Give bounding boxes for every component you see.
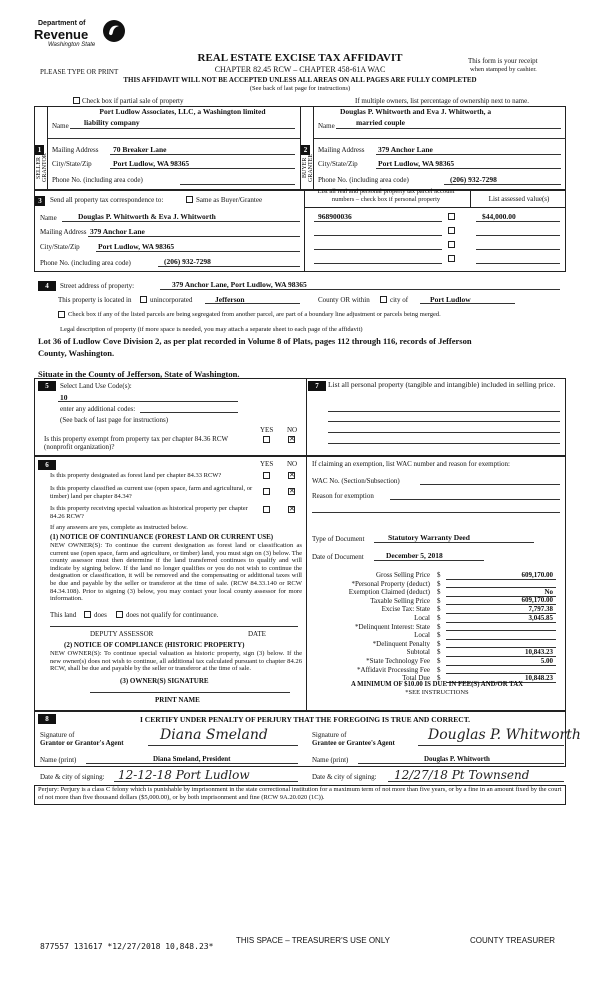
does-checkbox[interactable]: [84, 611, 91, 618]
tax-row-value[interactable]: 3,045.85: [528, 613, 553, 622]
grantor-name-label: Name (print): [40, 756, 77, 764]
tax-row-label: Excise Tax: State: [381, 605, 430, 614]
corr-name-label: Name: [40, 214, 57, 222]
land-use-code[interactable]: 10: [60, 393, 68, 402]
see-back-text: (See back of last page for instructions): [249, 85, 351, 92]
city-of-label: city of: [390, 296, 409, 304]
land-use-label: Select Land Use Code(s):: [60, 382, 132, 390]
buyer-mailing-label: Mailing Address: [318, 146, 365, 154]
tax-row-label: *State Technology Fee: [366, 657, 430, 665]
buyer-city-value[interactable]: Port Ludlow, WA 98365: [378, 159, 455, 168]
segregated-label: Check box if any of the listed parcels are being segregated from another parcel, are part of a boundary line adjustment or parcels being merged.: [68, 311, 441, 318]
dollar-sign: $: [437, 648, 441, 657]
legal-desc-line1[interactable]: Lot 36 of Ludlow Cove Division 2, as per plat recorded in Volume 8 of Plats, pages 112 through 116, records of Jefferson: [38, 336, 472, 346]
forest-question: Is this property designated as forest land per chapter 84.33 RCW?: [50, 472, 222, 479]
reason-label: Reason for exemption: [312, 492, 374, 500]
dollar-sign: $: [437, 614, 441, 622]
s6-no: NO: [287, 460, 298, 468]
historic-no-checkbox[interactable]: ✕: [289, 505, 295, 513]
corr-mailing-label: Mailing Address: [40, 228, 87, 236]
section-5-number: 5: [38, 381, 56, 391]
historic-question: Is this property receiving special valuation as historical property per chapter 84.26 RCW?: [50, 505, 248, 520]
dollar-sign: $: [437, 674, 441, 683]
certify-statement: I CERTIFY UNDER PENALTY OF PERJURY THAT THE FOREGOING IS TRUE AND CORRECT.: [140, 715, 471, 724]
section-2-number: 2: [301, 145, 310, 155]
legal-desc-line3[interactable]: Situate in the County of Jefferson, State of Washington.: [38, 369, 240, 379]
grantor-sig-label-2: Grantor or Grantor's Agent: [40, 739, 124, 747]
treasurer-use-label: THIS SPACE – TREASURER'S USE ONLY: [236, 936, 391, 945]
city-checkbox[interactable]: [380, 296, 387, 303]
dollar-sign: $: [437, 665, 441, 674]
section-7-number: 7: [308, 381, 326, 391]
historic-yes-checkbox[interactable]: [263, 506, 270, 513]
current-use-no-checkbox[interactable]: ✕: [289, 487, 295, 495]
buyer-name-line2[interactable]: married couple: [356, 118, 405, 127]
tax-row-value[interactable]: 5.00: [540, 656, 553, 665]
dollar-sign: $: [437, 622, 441, 631]
tax-row-label: Local: [414, 631, 430, 640]
dollar-sign: $: [437, 639, 441, 648]
land-does-label: This land: [50, 611, 77, 619]
section-8-number: 8: [38, 714, 56, 724]
exempt-yes-checkbox[interactable]: [263, 436, 270, 443]
tax-row-label: *Delinquent Penalty: [372, 639, 430, 648]
tax-row-value[interactable]: 7,797.38: [528, 604, 553, 613]
assessor-date-label: DATE: [248, 630, 266, 638]
tax-row-label: Total Due: [402, 674, 430, 683]
tax-row-label: Local: [414, 614, 430, 622]
if-yes-instructions: If any answers are yes, complete as instructed below.: [50, 524, 188, 531]
personal-property-checkbox[interactable]: [448, 241, 455, 248]
does-not-checkbox[interactable]: [116, 611, 123, 618]
tax-row-label: *Delinquent Interest: State: [354, 622, 430, 631]
logo-state-text: Washington State: [48, 42, 96, 48]
legal-desc-line2[interactable]: County, Washington.: [38, 348, 115, 358]
receipt-note-2: when stamped by cashier.: [470, 66, 537, 73]
partial-sale-checkbox[interactable]: [73, 97, 80, 104]
notice-continuance-body: NEW OWNER(S): To continue the current designation as forest land or classification as current use (open space, farm and agriculture, or timber) land, you must sign on (3) below. The county assessor must then determine if the land transferred continues to qualify and will indicate by signing below. If the land no longer qualifies or you do not wish to continue the designation or classification, it will be removed and the compensating or additional taxes will be due and payable by the seller or transferor at the time of sale. (RCW 84.33.140 or RCW 84.34.108). Prior to signing (3) below, you may contact your local county assessor for more information.: [50, 542, 302, 603]
street-value[interactable]: 379 Anchor Lane, Port Ludlow, WA 98365: [172, 280, 307, 289]
corr-city-value[interactable]: Port Ludlow, WA 98365: [98, 242, 175, 251]
notice-compliance-body: NEW OWNER(S): To continue special valuation as historic property, sign (3) below. If the new owner(s) does not wish to continue, all additional tax calculated pursuant to chapter 84.26 RCW, shall be due and payable by the seller or transferor at the time of sale.: [50, 650, 302, 673]
tax-row-value[interactable]: 609,170.00: [521, 596, 553, 605]
grantee-date-value[interactable]: 12/27/18 Pt Townsend: [394, 768, 530, 782]
same-as-buyer-label: Same as Buyer/Grantee: [196, 196, 263, 204]
grantor-date-value[interactable]: 12-12-18 Port Ludlow: [118, 768, 250, 782]
section-6-number: 6: [38, 460, 56, 470]
receipt-stamp: 877557 131617 *12/27/2018 10,848.23*: [40, 942, 214, 951]
tax-row-label: *Personal Property (deduct): [351, 579, 430, 588]
dollar-sign: $: [437, 631, 441, 640]
grantor-signature[interactable]: Diana Smeland: [160, 727, 268, 743]
deputy-assessor-label: DEPUTY ASSESSOR: [90, 630, 154, 638]
seller-name-label: Name: [52, 122, 69, 130]
forest-no-checkbox[interactable]: ✕: [289, 471, 295, 479]
dollar-sign: $: [437, 588, 441, 597]
tax-row-label: Taxable Selling Price: [370, 596, 430, 605]
county-value[interactable]: Jefferson: [215, 295, 245, 304]
county-or-within: County OR within: [318, 296, 370, 304]
corr-mailing-value[interactable]: 379 Anchor Lane: [90, 227, 145, 236]
dollar-sign: $: [437, 605, 441, 614]
tax-row-label: *Affidavit Processing Fee: [357, 665, 430, 674]
grantee-sig-label-1: Signature of: [312, 731, 347, 739]
buyer-phone-value[interactable]: (206) 932-7298: [450, 175, 497, 184]
tax-row-value[interactable]: 10,843.23: [525, 647, 553, 656]
exempt-no-checkbox[interactable]: ✕: [289, 435, 295, 443]
correspondence-label: Send all property tax correspondence to:: [50, 196, 164, 204]
grantor-name-value[interactable]: Diana Smeland, President: [153, 755, 231, 763]
unincorporated-label: unincorporated: [150, 296, 193, 304]
land-use-yes: YES: [260, 426, 274, 434]
city-value[interactable]: Port Ludlow: [430, 295, 471, 304]
does-not-label: does not qualify for continuance.: [126, 611, 219, 619]
dollar-sign: $: [437, 657, 441, 665]
doc-date-label: Date of Document: [312, 553, 364, 561]
forest-yes-checkbox[interactable]: [263, 472, 270, 479]
logo-revenue-text: Revenue: [34, 27, 89, 42]
grantee-date-label: Date & city of signing:: [312, 773, 377, 781]
wac-label: WAC No. (Section/Subsection): [312, 477, 400, 485]
located-label: This property is located in: [58, 296, 132, 304]
personal-property-checkbox[interactable]: [448, 255, 455, 262]
seller-mailing-value[interactable]: 70 Breaker Lane: [113, 145, 167, 154]
corr-name-value[interactable]: Douglas P. Whitworth & Eva J. Whitworth: [78, 212, 216, 221]
notice-continuance-title: (1) NOTICE OF CONTINUANCE (FOREST LAND OR CURRENT USE): [50, 533, 274, 541]
logo-dept-text: Department of: [38, 20, 86, 27]
minimum-due-note: A MINIMUM OF $10.00 IS DUE IN FEE(S) AND/OR TAX: [350, 681, 524, 688]
corr-city-label: City/State/Zip: [40, 243, 80, 251]
exemption-label: If claiming an exemption, list WAC number and reason for exemption:: [312, 460, 510, 468]
tax-row-value[interactable]: No: [544, 587, 553, 596]
logo-swirl-icon: [102, 18, 126, 44]
personal-property-label: List all personal property (tangible and intangible) included in selling price.: [328, 380, 556, 389]
form-subtitle: CHAPTER 82.45 RCW – CHAPTER 458-61A WAC: [214, 65, 386, 74]
seller-side-label: SELLER GRANTOR: [36, 153, 48, 183]
dor-logo: [34, 18, 129, 54]
buyer-city-label: City/State/Zip: [318, 160, 358, 168]
tax-row-label: Exemption Claimed (deduct): [348, 588, 430, 597]
section-4-number: 4: [38, 281, 56, 291]
dollar-sign: $: [437, 571, 441, 579]
buyer-name-label: Name: [318, 122, 335, 130]
exempt-question: Is this property exempt from property tax per chapter 84.36 RCW (nonprofit organization)?: [44, 435, 228, 451]
partial-sale-label: Check box if partial sale of property: [82, 97, 184, 105]
tax-row-value[interactable]: 609,170.00: [521, 570, 553, 579]
personal-property-checkbox[interactable]: [448, 213, 455, 220]
legal-desc-label: Legal description of property (if more space is needed, you may attach a separate sheet to each page of the affidavit): [60, 326, 363, 333]
please-type: PLEASE TYPE OR PRINT: [40, 68, 119, 76]
county-treasurer-label: COUNTY TREASURER: [470, 936, 556, 945]
section-1-number: 1: [35, 145, 44, 155]
unincorporated-checkbox[interactable]: [140, 296, 147, 303]
notice-compliance-title: (2) NOTICE OF COMPLIANCE (HISTORIC PROPERTY): [64, 641, 245, 649]
parcel-number[interactable]: 968900036: [318, 212, 352, 221]
seller-city-label: City/State/Zip: [52, 160, 92, 168]
perjury-text: Perjury: Perjury is a class C felony which is punishable by imprisonment in the state correctional institution for a maximum term of not more than five years, or by a fine in an amount fixed by the court of not more than five thousand dollars ($5,000.00), or by both imprisonment and fine (RCW 9A.20.020 (1C)).: [38, 786, 562, 801]
personal-property-checkbox[interactable]: [448, 227, 455, 234]
land-use-see-back: (See back of last page for instructions): [60, 416, 169, 424]
buyer-phone-label: Phone No. (including area code): [318, 176, 409, 184]
land-use-no: NO: [287, 426, 298, 434]
additional-codes-label: enter any additional codes:: [60, 405, 136, 413]
section-3-number: 3: [35, 196, 45, 206]
street-label: Street address of property:: [60, 282, 135, 290]
seller-city-value[interactable]: Port Ludlow, WA 98365: [113, 159, 190, 168]
print-name-label: PRINT NAME: [155, 696, 200, 704]
receipt-note-1: This form is your receipt: [468, 57, 538, 65]
dollar-sign: $: [437, 596, 441, 605]
does-label: does: [94, 611, 107, 619]
corr-phone-value[interactable]: (206) 932-7298: [164, 257, 211, 266]
owner-signature-label: (3) OWNER(S) SIGNATURE: [120, 677, 209, 685]
tax-row-label: Gross Selling Price: [375, 571, 430, 579]
seller-name-line2[interactable]: liability company: [84, 118, 140, 127]
warning-text: THIS AFFIDAVIT WILL NOT BE ACCEPTED UNLESS ALL AREAS ON ALL PAGES ARE FULLY COMPLETED: [123, 76, 477, 84]
assessed-value[interactable]: $44,000.00: [482, 212, 516, 221]
form-title: REAL ESTATE EXCISE TAX AFFIDAVIT: [197, 52, 403, 64]
s6-yes: YES: [260, 460, 274, 468]
tax-row-label: Subtotal: [406, 648, 430, 657]
buyer-side-label: BUYER GRANTEE: [302, 154, 314, 182]
seller-name-line1[interactable]: Port Ludlow Associates, LLC, a Washington limited: [99, 107, 266, 116]
grantor-date-label: Date & city of signing:: [40, 773, 105, 781]
buyer-name-line1[interactable]: Douglas P. Whitworth and Eva J. Whitworth, a: [340, 107, 492, 116]
doc-type-value[interactable]: Statutory Warranty Deed: [388, 533, 470, 542]
segregated-checkbox[interactable]: [58, 311, 65, 318]
parcel-header-left: List all real and personal property tax parcel account numbers – check box if personal property: [317, 188, 455, 203]
grantee-signature[interactable]: Douglas P. Whitworth: [428, 727, 581, 743]
grantee-name-value[interactable]: Douglas P. Whitworth: [424, 755, 490, 763]
same-as-buyer-checkbox[interactable]: [186, 196, 193, 203]
grantee-name-label: Name (print): [312, 756, 349, 764]
tax-row-value[interactable]: 10,848.23: [525, 673, 553, 682]
doc-date-value[interactable]: December 5, 2018: [386, 551, 443, 560]
doc-type-label: Type of Document: [312, 535, 365, 543]
dollar-sign: $: [437, 579, 441, 588]
grantee-sig-label-2: Grantee or Grantee's Agent: [312, 739, 395, 747]
multiple-owners-note: If multiple owners, list percentage of ownership next to name.: [355, 97, 529, 105]
buyer-mailing-value[interactable]: 379 Anchor Lane: [378, 145, 433, 154]
seller-phone-label: Phone No. (including area code): [52, 176, 143, 184]
current-use-yes-checkbox[interactable]: [263, 488, 270, 495]
grantor-sig-label-1: Signature of: [40, 731, 75, 739]
corr-phone-label: Phone No. (including area code): [40, 259, 131, 267]
current-use-question: Is this property classified as current use (open space, farm and agricultural, or timber) land per chapter 84.34?: [50, 485, 253, 500]
seller-mailing-label: Mailing Address: [52, 146, 99, 154]
parcel-header-right: List assessed value(s): [488, 195, 550, 203]
see-instructions-note: *SEE INSTRUCTIONS: [405, 689, 469, 696]
